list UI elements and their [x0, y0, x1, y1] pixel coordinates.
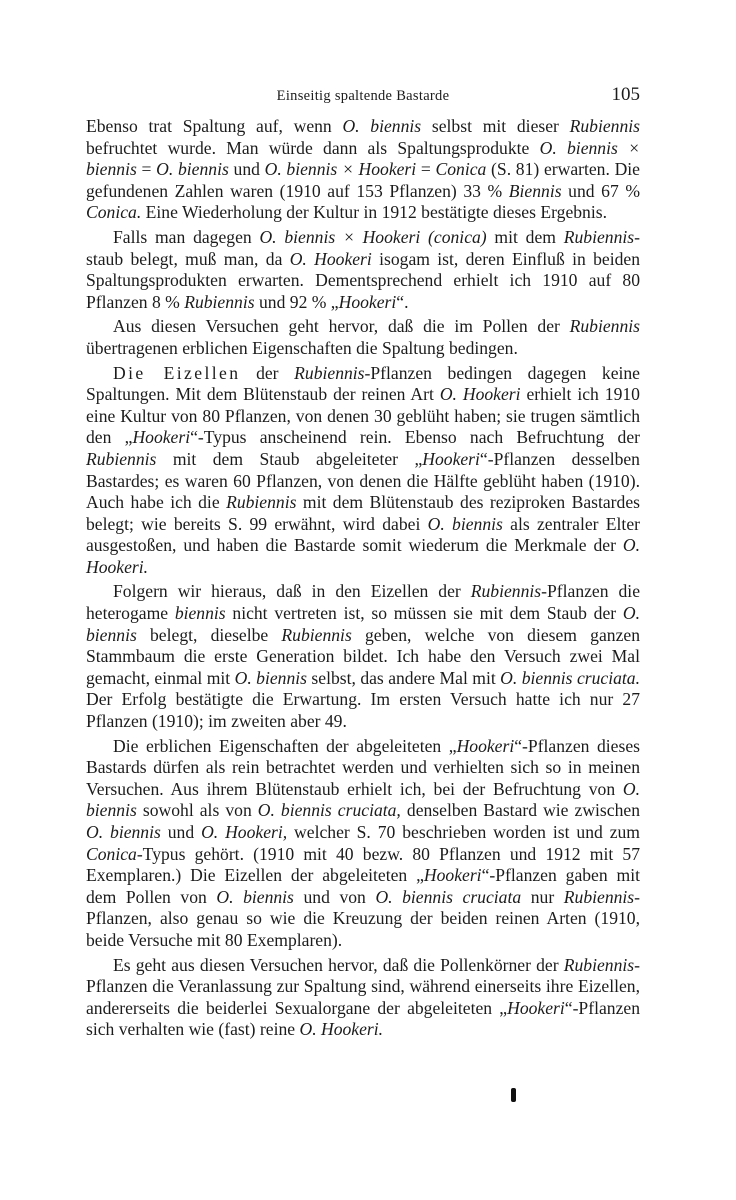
text-run: Ebenso trat Spaltung auf, wenn	[86, 116, 343, 136]
italic-run: O. biennis × Hookeri	[264, 159, 417, 180]
text-run: sowohl als von	[136, 800, 258, 821]
paragraph	[86, 736, 640, 952]
text-run: und	[160, 822, 202, 842]
italic-run: Hookeri	[338, 291, 397, 312]
text-run: nicht vertreten ist, so müssen sie mit dem Staub der	[225, 603, 623, 624]
italic-run: Rubiennis	[294, 362, 365, 383]
italic-run: O. biennis	[156, 159, 229, 180]
italic-run: Rubiennis	[86, 448, 157, 469]
italic-run: O. biennis	[86, 822, 161, 842]
text-run: =	[136, 159, 157, 180]
spaced-run: Die Eizellen	[113, 362, 241, 383]
italic-run: Rubiennis	[563, 226, 635, 247]
italic-run: O. biennis cruciata.	[500, 667, 640, 688]
italic-run: O. biennis	[427, 513, 503, 534]
text-run: Folgern wir hieraus, daß in den Eizellen der	[113, 581, 471, 602]
italic-run: Hookeri	[456, 735, 515, 756]
paragraph	[86, 955, 640, 1041]
text-run: mit dem Staub abgeleiteter „	[156, 448, 423, 469]
text-run: der	[240, 362, 295, 383]
italic-run: Rubiennis	[226, 492, 297, 513]
text-run: Falls man dagegen	[113, 226, 260, 247]
text-run: -Pflanzen die heterogame	[86, 581, 640, 624]
text-run: “-Pflanzen dieses Bastards dürfen als rein betrachtet werden und verhielten sich so in meinen Versuchen. Aus ihrem Blütenstaub erhielt ich, bei der Befruchtung von	[86, 735, 640, 799]
text-run: selbst mit dieser	[421, 116, 570, 136]
text-run: -Typus gehört. (1910 mit 40 bezw. 80 Pflanzen und 1912 mit 57 Exemplaren.) Die Eizellen der abgeleiteten „	[86, 843, 640, 886]
italic-run: Rubiennis	[563, 954, 635, 975]
italic-run: O. Hookeri.	[86, 535, 640, 577]
italic-run: O. Hookeri.	[299, 1019, 384, 1040]
text-run: Es geht aus diesen Versuchen hervor, daß die Pollenkörner der	[113, 954, 564, 975]
text-run: selbst, das andere Mal mit	[306, 667, 501, 688]
italic-run: O. biennis	[86, 778, 640, 821]
italic-run: Hookeri	[507, 997, 565, 1018]
running-title: Einseitig spaltende Bastarde	[276, 88, 450, 104]
ink-speck	[511, 1088, 516, 1102]
page-header	[86, 84, 640, 114]
italic-run: Hookeri	[132, 427, 191, 448]
text-run: und von	[293, 886, 376, 907]
italic-run: Rubiennis	[184, 291, 255, 312]
text-run: Die erblichen Eigenschaften der abgeleiteten „	[113, 735, 457, 756]
text-run: geben, welche von diesem ganzen Stammbaum die erste Generation bildet. Ich habe den Versuch zwei Mal gemacht, einmal mit	[86, 624, 640, 688]
text-run: als zentraler Elter ausgestoßen, und haben die Bastarde somit wiederum die Merkmale der	[86, 513, 640, 556]
text-run: “-Typus anscheinend rein. Ebenso nach Befruchtung der	[190, 427, 640, 448]
text-run: Eine Wiederholung der Kultur in 1912 bestätigte dieses Ergebnis.	[141, 202, 607, 223]
italic-run: O. biennis	[234, 667, 307, 688]
body-text	[86, 116, 640, 1041]
text-run: Der Erfolg bestätigte die Erwartung. Im ersten Versuch hatte ich nur 27 Pflanzen (1910); im zweiten aber 49.	[86, 689, 640, 732]
italic-run: O. biennis cruciata,	[257, 800, 401, 821]
paragraph	[86, 363, 640, 579]
text-run: und 67 %	[561, 180, 640, 201]
text-run: denselben Bastard wie zwischen	[400, 800, 640, 821]
italic-run: Conica.	[86, 202, 142, 223]
italic-run: Hookeri	[422, 448, 480, 469]
text-run: -Pflanzen, also genau so wie die Kreuzung der beiden reinen Arten (1910, beide Versuche mit 80 Exemplaren).	[86, 886, 641, 950]
italic-run: O. biennis × Hookeri (conica)	[259, 226, 487, 247]
text-run: belegt, dieselbe	[136, 624, 282, 645]
italic-run: Hookeri	[423, 865, 482, 886]
paragraph	[86, 316, 640, 359]
text-run: “.	[396, 291, 409, 312]
text-run: “-Pflanzen desselben Bastardes; es waren 60 Pflanzen, von denen die Hälfte geblüht haben (1910). Auch habe ich die	[86, 448, 640, 513]
text-run: -staub belegt, muß man, da	[86, 226, 640, 269]
text-run: Aus diesen Versuchen geht hervor, daß die im Pollen der	[113, 316, 570, 337]
text-run: erhielt ich 1910 eine Kultur von 80 Pflanzen, von denen 30 geblüht haben; sie trugen sämtlich den „	[86, 384, 640, 448]
italic-run: O. biennis	[86, 603, 640, 645]
text-run: “-Pflanzen gaben mit dem Pollen von	[86, 865, 640, 907]
italic-run: Conica	[435, 159, 487, 180]
italic-run: Rubiennis	[470, 581, 542, 602]
text-run: isogam ist, deren Einfluß in beiden Spaltungsprodukten erwarten. Dementsprechend erhielt ich 1910 auf 80 Pflanzen 8 %	[86, 248, 640, 312]
text-run: übertragenen erblichen Eigenschaften die Spaltung bedingen.	[86, 337, 518, 358]
text-run: -Pflanzen bedingen dagegen keine Spaltungen. Mit dem Blütenstaub der reinen Art	[86, 362, 640, 405]
paragraph	[86, 581, 640, 732]
page-number: 105	[611, 84, 640, 105]
italic-run: biennis	[174, 603, 226, 624]
text-run: befruchtet wurde. Man würde dann als Spaltungsprodukte	[86, 137, 540, 158]
italic-run: O. Hookeri	[439, 384, 521, 405]
text-run: und 92 % „	[254, 291, 339, 312]
paragraph	[86, 116, 640, 224]
italic-run: Biennis	[508, 180, 562, 201]
text-run: welcher S. 70 beschrieben worden ist und zum	[287, 822, 640, 842]
text-run: und	[228, 159, 265, 180]
italic-run: Rubiennis	[281, 624, 352, 645]
italic-run: Conica	[86, 843, 137, 864]
italic-run: O. biennis × biennis	[86, 137, 640, 180]
italic-run: O. biennis	[216, 886, 294, 907]
italic-run: O. Hookeri	[289, 248, 372, 269]
italic-run: O. biennis	[342, 116, 422, 136]
text-run: mit dem	[486, 226, 564, 247]
italic-run: Rubiennis	[569, 316, 640, 337]
text-run: mit dem Blütenstaub des reziproken Bastardes belegt; wie bereits S. 99 erwähnt, wird dabei	[86, 492, 640, 534]
paragraph	[86, 227, 640, 313]
italic-run: Rubiennis	[563, 886, 635, 907]
italic-run: O. biennis cruciata	[375, 886, 522, 907]
text-run: “-Pflanzen sich verhalten wie (fast) reine	[86, 997, 640, 1040]
italic-run: O. Hookeri,	[201, 822, 288, 842]
text-run: nur	[521, 886, 564, 907]
text-run: -Pflanzen die Veranlassung zur Spaltung sind, während einerseits ihre Eizellen, andererseits die beiderlei Sexualorgane der abgeleiteten „	[86, 954, 640, 1018]
text-run: =	[416, 159, 436, 180]
text-run: (S. 81) erwarten. Die gefundenen Zahlen waren (1910 auf 153 Pflanzen) 33 %	[86, 159, 640, 201]
italic-run: Rubiennis	[569, 116, 641, 136]
